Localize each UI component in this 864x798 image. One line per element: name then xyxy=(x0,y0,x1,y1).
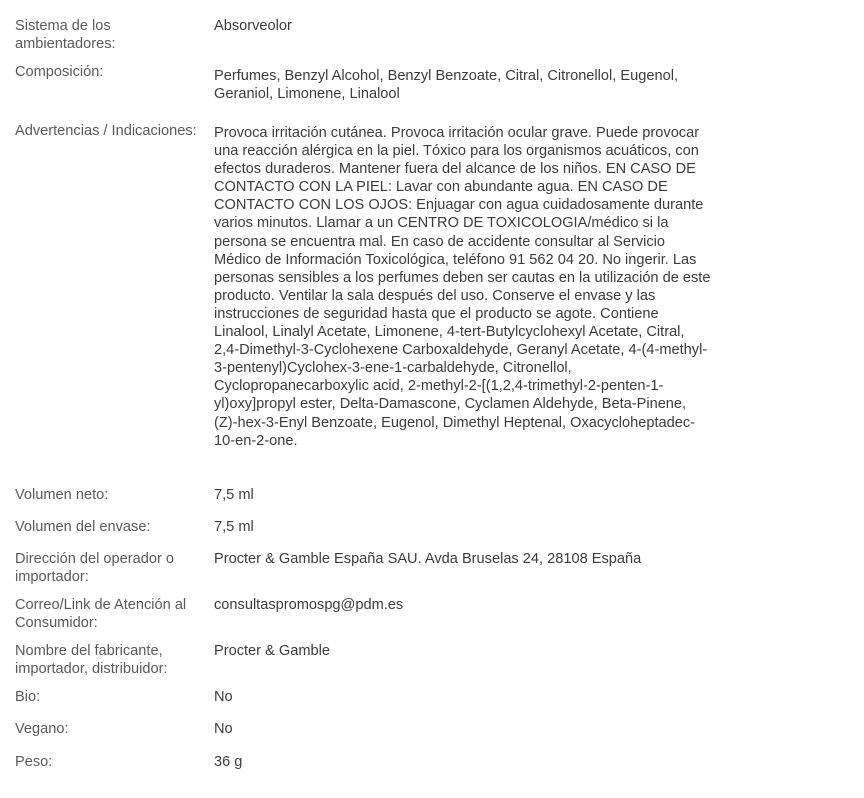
spec-value-sistema: Absorveolor xyxy=(214,18,292,34)
spec-label-direccion: Dirección del operador o importador: xyxy=(15,551,174,586)
spec-value-correo: consultaspromospg@pdm.es xyxy=(214,597,404,613)
spec-value-vegano: No xyxy=(214,721,233,737)
spec-value-advertencias: Provoca irritación cutánea. Provoca irritación ocular grave. Puede provocar una reacción alérgica en la piel. Tóxico para los organismos acuáticos, con efectos duraderos. Mantener fuera del alcance de los niños. EN CASO DE CONTACTO CON LA PIEL: Lavar con abundante agua. EN CASO DE CONTACTO CON LOS OJOS: Enjuagar con agua cuidadosamente durante varios minutos. Llamar a un CENTRO DE TOXICOLOGIA/médico si la persona se encuentra mal. En caso de accidente consultar al Servicio Médico de Información Toxicológica, teléfono 91 562 04 20. No ingerir. Las personas sensibles a los perfumes deben ser cautas en la utilización de este producto. Ventilar la sala después del uso. Conserve el envase y las instrucciones de seguridad hasta que el producto se agote. Contiene Linalool, Linalyl Acetate, Limonene, 4-tert-Butylcyclohexyl Acetate, Citral, 2,4-Dimethyl-3-Cyclohexene Carboxaldehyde, Geranyl Acetate, 4-(4-methyl-3-pentenyl)Cyclohex-3-ene-1-carbaldehyde, Citronellol, Cyclopropanecarboxylic acid, 2-methyl-2-[(1,2,4-trimethyl-2-penten-1-yl)oxy]propyl ester, Delta-Damascone, Cyclamen Aldehyde, Beta-Pinene, (Z)-hex-3-Enyl Benzoate, Eugenol, Dimethyl Heptenal, Oxacycloheptadec-10-en-2-one. xyxy=(214,125,711,449)
spec-value-bio: No xyxy=(214,689,233,705)
spec-value-fabricante: Procter & Gamble xyxy=(214,643,330,659)
spec-label-peso: Peso: xyxy=(15,754,53,770)
spec-row-sistema xyxy=(15,17,715,63)
spec-label-bio: Bio: xyxy=(15,689,41,705)
spec-value-direccion: Procter & Gamble España SAU. Avda Bruselas 24, 28108 España xyxy=(214,551,642,567)
spec-row-vegano xyxy=(15,720,715,753)
spec-row-direccion xyxy=(15,550,715,596)
spec-row-correo xyxy=(15,596,715,642)
spec-label-volumen-envase: Volumen del envase: xyxy=(15,519,151,535)
spec-label-advertencias: Advertencias / Indicaciones: xyxy=(15,123,197,139)
spec-row-volumen-neto xyxy=(15,486,715,518)
spec-row-composicion xyxy=(15,63,715,122)
spec-label-volumen-neto: Volumen neto: xyxy=(15,487,109,503)
spec-row-bio xyxy=(15,688,715,720)
spec-value-peso: 36 g xyxy=(214,754,243,770)
spec-row-volumen-envase xyxy=(15,518,715,550)
spec-value-volumen-envase: 7,5 ml xyxy=(214,519,254,535)
spec-value-composicion: Perfumes, Benzyl Alcohol, Benzyl Benzoate, Citral, Citronellol, Eugenol, Geraniol, Limonene, Linalool xyxy=(214,68,678,103)
spec-label-composicion: Composición: xyxy=(15,64,104,80)
spec-label-sistema: Sistema de los ambientadores: xyxy=(15,18,116,53)
spec-row-advertencias xyxy=(15,122,715,486)
spec-row-fabricante xyxy=(15,642,715,688)
spec-row-peso xyxy=(15,753,715,783)
product-specs-table xyxy=(15,17,715,783)
spec-label-correo: Correo/Link de Atención al Consumidor: xyxy=(15,597,187,632)
spec-label-vegano: Vegano: xyxy=(15,721,69,737)
spec-value-volumen-neto: 7,5 ml xyxy=(214,487,254,503)
spec-label-fabricante: Nombre del fabricante, importador, distribuidor: xyxy=(15,643,168,678)
